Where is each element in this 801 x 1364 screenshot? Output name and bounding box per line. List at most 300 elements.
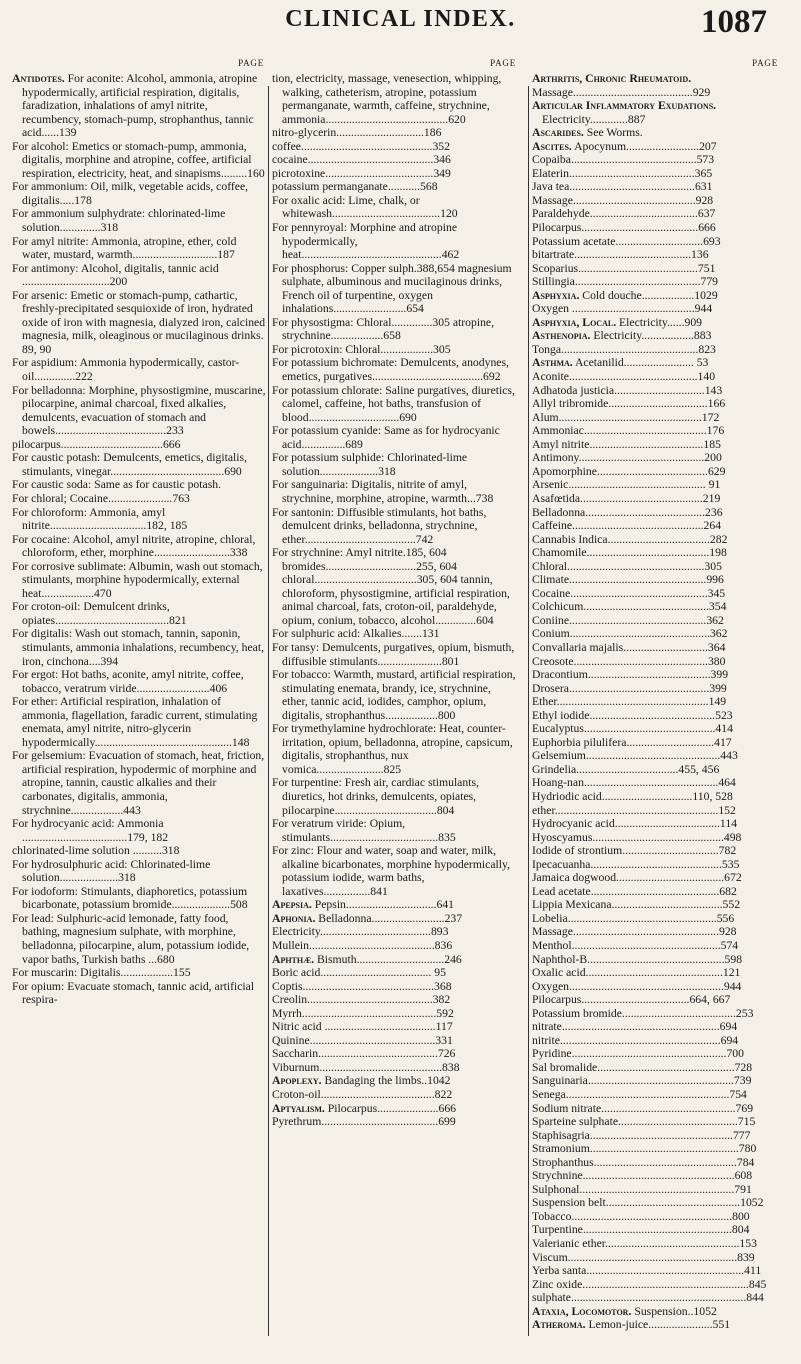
- entry-text: Java tea...........................................631: [532, 180, 713, 194]
- index-entry: [532, 993, 780, 1007]
- entry-heading: Asphyxia.: [532, 288, 580, 302]
- index-entry: [532, 614, 780, 628]
- entry-text: Electricity......909: [616, 315, 703, 329]
- index-entry: [532, 1088, 780, 1102]
- index-entry: [272, 72, 518, 126]
- entry-text: For chloroform: Ammonia, amyl nitrite.................................182, 185: [12, 505, 188, 533]
- index-entry: [532, 776, 780, 790]
- entry-text: For tansy: Demulcents, purgatives, opium, bismuth, diffusible stimulants......................801: [272, 640, 515, 668]
- index-entry: [272, 817, 518, 844]
- entry-text: nitrate......................................................694: [532, 1020, 738, 1034]
- entry-text: For croton-oil: Demulcent drinks, opiates.......................................821: [12, 600, 187, 627]
- index-entry: [532, 99, 780, 126]
- index-entry: [532, 804, 780, 818]
- entry-text: Cannabis Indica...................................282: [532, 532, 728, 546]
- index-column-3: [532, 58, 780, 1332]
- index-column-2: [272, 58, 518, 1129]
- entry-text: Valerianic ether..............................................153: [532, 1237, 757, 1251]
- entry-text: bitartrate........................................136: [532, 248, 709, 262]
- index-entry: [272, 167, 518, 181]
- entry-text: Massage..................................................928: [532, 925, 737, 939]
- index-columns: [0, 58, 801, 1348]
- entry-text: Amyl nitrite.......................................185: [532, 437, 721, 451]
- index-entry: [272, 776, 518, 817]
- entry-text: Drosera................................................399: [532, 681, 727, 695]
- index-entry: [532, 749, 780, 763]
- entry-text: Apomorphine......................................629: [532, 464, 726, 478]
- index-entry: [12, 627, 266, 668]
- index-entry: [532, 1142, 780, 1156]
- entry-text: Hoang-nan..............................................464: [532, 776, 736, 790]
- index-entry: [532, 1237, 780, 1251]
- index-entry: [532, 1047, 780, 1061]
- index-entry: [272, 153, 518, 167]
- entry-text: Chloral...............................................305: [532, 559, 722, 573]
- index-entry: [272, 451, 518, 478]
- index-entry: [532, 925, 780, 939]
- index-entry: [272, 1047, 518, 1061]
- index-entry: [532, 1196, 780, 1210]
- entry-text: Pepsin...............................641: [311, 898, 455, 912]
- index-entry: [272, 194, 518, 221]
- entry-text: Lobelia...................................................556: [532, 911, 735, 925]
- index-entry: [12, 451, 266, 478]
- index-entry: [532, 1318, 780, 1332]
- index-entry: [12, 207, 266, 234]
- entry-text: Massage.........................................929: [532, 85, 711, 99]
- index-entry: [532, 858, 780, 872]
- index-entry: [532, 763, 780, 777]
- index-entry: [532, 560, 780, 574]
- entry-text: Potassium acetate..............................693: [532, 234, 721, 248]
- index-entry: [532, 1264, 780, 1278]
- page-column-label: PAGE: [752, 58, 778, 68]
- index-entry: [272, 1007, 518, 1021]
- index-entry: [532, 1102, 780, 1116]
- entry-text: sulphate............................................................844: [532, 1291, 764, 1305]
- entry-text: Ipecacuanha.............................................535: [532, 857, 740, 871]
- entry-text: Suspension..1052: [631, 1304, 717, 1318]
- entry-text: Electricity.............887: [542, 112, 646, 126]
- index-entry: [12, 844, 266, 858]
- index-entry: [12, 72, 266, 140]
- index-entry: [532, 1129, 780, 1143]
- entry-text: Caffeine.............................................264: [532, 519, 722, 533]
- index-entry: [272, 1115, 518, 1129]
- index-entry: [532, 329, 780, 343]
- entry-text: For potassium cyanide: Same as for hydrocyanic acid...............689: [272, 424, 500, 451]
- index-entry: [532, 126, 780, 140]
- index-entry: [272, 1034, 518, 1048]
- entry-text: For cocaine: Alcohol, amyl nitrite, atropine, chloral, chloroform, ether, morphine..........................338: [12, 532, 256, 560]
- index-entry: [12, 140, 266, 181]
- index-entry: [272, 980, 518, 994]
- entry-text: Ethyl iodide...........................................523: [532, 708, 733, 722]
- index-entry: [532, 709, 780, 723]
- entry-text: Bandaging the limbs..1042: [321, 1074, 451, 1088]
- index-entry: [532, 438, 780, 452]
- entry-text: Sulphonal.....................................................791: [532, 1182, 752, 1196]
- entry-text: Yerba santa......................................................411: [532, 1264, 762, 1278]
- index-entry: [272, 1088, 518, 1102]
- entry-text: Cocaine...............................................345: [532, 586, 726, 600]
- entry-text: Eucalyptus.............................................414: [532, 722, 733, 736]
- entry-text: Colchicum...........................................354: [532, 600, 727, 614]
- index-entry: [532, 235, 780, 249]
- index-entry: [532, 546, 780, 560]
- index-entry: [272, 1061, 518, 1075]
- index-entry: [272, 316, 518, 343]
- entry-text: Staphisagria.................................................777: [532, 1128, 751, 1142]
- entry-text: For potassium bichromate: Demulcents, anodynes, emetics, purgatives......................................692: [272, 356, 509, 384]
- entry-text: Stillingia...........................................779: [532, 275, 719, 289]
- index-entry: [532, 343, 780, 357]
- entry-text: Pilocarpus........................................666: [532, 221, 716, 235]
- entry-text: Massage..........................................928: [532, 193, 714, 207]
- entry-text: For oxalic acid: Lime, chalk, or whitewash.....................................120: [272, 193, 458, 221]
- entry-text: Tonga...............................................823: [532, 342, 716, 356]
- entry-text: Electricity..................883: [590, 329, 712, 343]
- index-entry: [532, 465, 780, 479]
- page-header: [0, 0, 801, 56]
- entry-text: Quinine...........................................331: [272, 1033, 453, 1047]
- index-entry: [12, 912, 266, 966]
- entry-text: Croton-oil.......................................822: [272, 1088, 453, 1102]
- page-number: 1087: [701, 4, 767, 40]
- entry-text: Coptis.............................................368: [272, 979, 452, 993]
- index-entry: [12, 600, 266, 627]
- index-column-1: [12, 58, 266, 1007]
- entry-text: Sanguinaria..................................................739: [532, 1074, 752, 1088]
- entry-text: Pyridine.....................................................700: [532, 1047, 744, 1061]
- index-entry: [532, 655, 780, 669]
- index-entry: [12, 980, 266, 1007]
- entry-text: For ergot: Hot baths, aconite, amyl nitrite, coffee, tobacco, veratrum viride.........................406: [12, 668, 244, 695]
- index-entry: [532, 370, 780, 384]
- index-entry: [272, 844, 518, 898]
- entry-text: Saccharin.........................................726: [272, 1047, 456, 1061]
- entry-text: Turpentine...................................................804: [532, 1223, 750, 1237]
- entry-text: Chamomile..........................................198: [532, 546, 727, 560]
- index-entry: [532, 302, 780, 316]
- index-entry: [532, 953, 780, 967]
- index-entry: [272, 993, 518, 1007]
- index-entry: [532, 1251, 780, 1265]
- entry-text: Alum.................................................172: [532, 410, 720, 424]
- index-entry: [272, 126, 518, 140]
- entry-text: Asafœtida..........................................219: [532, 491, 721, 505]
- entry-text: Oxygen ..........................................944: [532, 302, 713, 316]
- entry-heading: Aphonia.: [272, 911, 316, 925]
- index-entry: [12, 749, 266, 817]
- index-entry: [272, 722, 518, 776]
- entry-text: Lippia Mexicana......................................552: [532, 898, 741, 912]
- entry-text: Hydriodic acid...............................110, 528: [532, 789, 733, 803]
- index-entry: [532, 912, 780, 926]
- entry-text: For ammonium: Oil, milk, vegetable acids, coffee, digitalis.....178: [12, 180, 249, 207]
- index-entry: [532, 384, 780, 398]
- entry-text: Naphthol-B...............................................598: [532, 952, 743, 966]
- entry-text: For ammonium sulphydrate: chlorinated-lime solution..............318: [12, 207, 226, 235]
- entry-text: Menthol...................................................574: [532, 939, 739, 952]
- index-entry: [272, 478, 518, 505]
- index-entry: [272, 546, 518, 627]
- index-entry: [532, 316, 780, 330]
- index-entry: [272, 668, 518, 722]
- entry-text: For lead: Sulphuric-acid lemonade, fatty food, bathing, magnesium sulphate, with morphine, belladonna, pilocarpine, alum, potassium iodide, vapor baths, Turkish baths ...680: [12, 911, 250, 966]
- entry-text: Aconite............................................140: [532, 370, 716, 384]
- index-entry: [532, 831, 780, 845]
- index-entry: [12, 438, 266, 452]
- index-entry: [12, 695, 266, 749]
- index-entry: [272, 1074, 518, 1088]
- entry-text: chlorinated-lime solution ..........318: [12, 844, 180, 858]
- entry-text: Viburnum..........................................838: [272, 1060, 460, 1074]
- entry-text: Oxygen.....................................................944: [532, 979, 742, 993]
- entry-text: Lemon-juice......................551: [585, 1318, 731, 1332]
- entry-text: For iodoform: Stimulants, diaphoretics, potassium bicarbonate, potassium bromide....................508: [12, 884, 248, 912]
- page-title: CLINICAL INDEX.: [285, 6, 516, 32]
- entry-text: Arsenic............................................... 91: [532, 478, 721, 492]
- index-entry: [532, 587, 780, 601]
- index-entry: [272, 140, 518, 154]
- entry-text: For phosphorus: Copper sulph.388,654 magnesium sulphate, albuminous and mucilaginous drinks, French oil of turpentine, oxygen inhalations.........................654: [272, 261, 512, 316]
- entry-text: For potassium sulphide: Chlorinated-lime solution....................318: [272, 451, 468, 478]
- entry-text: Copaiba...........................................573: [532, 153, 715, 167]
- entry-text: For arsenic: Emetic or stomach-pump, cathartic, freshly-precipitated sesquioxide of iron, hydrated oxide of iron with magnesia, dialyzed iron, calcined magnesia, milk, oleaginous or mucilaginous drinks. 89, 90: [12, 288, 266, 356]
- index-entry: [532, 844, 780, 858]
- entry-text: Mullein...........................................836: [272, 939, 453, 952]
- index-entry: [532, 627, 780, 641]
- index-entry: [272, 262, 518, 316]
- index-entry: [532, 736, 780, 750]
- index-entry: [532, 885, 780, 899]
- index-entry: [532, 898, 780, 912]
- index-entry: [532, 275, 780, 289]
- entry-text: For potassium chlorate: Saline purgatives, diuretics, calomel, caffeine, hot baths, transfusion of blood...............................690: [272, 383, 515, 424]
- index-entry: [532, 207, 780, 221]
- entry-text: Oxalic acid...............................................121: [532, 966, 741, 980]
- entry-heading: Antidotes.: [12, 72, 65, 85]
- entry-text: Cold douche..................1029: [579, 288, 718, 302]
- entry-text: Ammoniac..........................................176: [532, 424, 725, 438]
- entry-text: pilocarpus...................................666: [12, 437, 181, 451]
- entry-text: For sanguinaria: Digitalis, nitrite of amyl, strychnine, morphine, atropine, warmth...738: [272, 478, 494, 505]
- entry-text: For veratrum viride: Opium, stimulants.....................................835: [272, 817, 456, 844]
- entry-text: Suspension belt..............................................1052: [532, 1196, 764, 1210]
- index-entry: [532, 817, 780, 831]
- entry-text: picrotoxine.....................................349: [272, 166, 451, 180]
- entry-heading: Aphthæ.: [272, 952, 315, 966]
- entry-text: For physostigma: Chloral..............305 atropine, strychnine..................658: [272, 315, 495, 343]
- entry-heading: Articular Inflammatory Exudations.: [532, 99, 717, 113]
- index-entry: [272, 180, 518, 194]
- entry-text: For aspidium: Ammonia hypodermically, castor-oil..............222: [12, 356, 240, 384]
- entry-text: Myrrh..............................................592: [272, 1006, 454, 1020]
- index-entry: [532, 86, 780, 100]
- entry-text: Iodide of strontium.................................782: [532, 844, 737, 858]
- index-entry: [272, 966, 518, 980]
- index-entry: [532, 1305, 780, 1319]
- entry-text: Belladonna.........................237: [315, 911, 463, 925]
- entry-text: For belladonna: Morphine, physostigmine, muscarine, pilocarpine, animal charcoal, fixed alkalies, demulcents, evacuation of stomach and bowels......................................233: [12, 383, 266, 438]
- index-entry: [12, 668, 266, 695]
- entry-text: coffee.............................................352: [272, 139, 450, 153]
- index-entry: [272, 1102, 518, 1116]
- index-entry: [12, 262, 266, 289]
- index-entry: [272, 221, 518, 262]
- index-entry: [272, 384, 518, 425]
- entry-text: Grindelia...................................455, 456: [532, 762, 720, 776]
- entry-text: nitro-glycerin..............................186: [272, 126, 442, 140]
- entry-heading: Asthma.: [532, 356, 573, 370]
- index-entry: [272, 1020, 518, 1034]
- entry-text: Dracontium..........................................399: [532, 668, 729, 682]
- entry-text: For turpentine: Fresh air, cardiac stimulants, diuretics, hot drinks, demulcents, opiates, pilocarpine...................................804: [272, 776, 479, 817]
- index-entry: [272, 953, 518, 967]
- index-entry: [532, 1034, 780, 1048]
- entry-text: Electricity......................................893: [272, 925, 449, 939]
- entry-heading: Ascarides.: [532, 126, 584, 140]
- index-entry: [12, 235, 266, 262]
- entry-text: Tobacco.......................................................800: [532, 1209, 750, 1223]
- index-entry: [532, 1169, 780, 1183]
- entry-heading: Atheroma.: [532, 1318, 586, 1332]
- entry-text: Stramonium...................................................780: [532, 1142, 757, 1156]
- index-entry: [532, 221, 780, 235]
- entry-text: Strychnine....................................................608: [532, 1169, 753, 1183]
- entry-heading: Arthritis, Chronic Rheumatoid.: [532, 72, 692, 85]
- index-entry: [532, 1074, 780, 1088]
- entry-text: Pilocarpus.....................666: [324, 1101, 457, 1115]
- entry-text: For pennyroyal: Morphine and atropine hypodermically, heat................................................462: [272, 221, 460, 262]
- entry-text: For caustic soda: Same as for caustic potash.: [12, 478, 222, 492]
- index-entry: [532, 695, 780, 709]
- entry-heading: Asphyxia, Local.: [532, 315, 617, 329]
- index-entry: [12, 356, 266, 383]
- entry-text: Sodium nitrate..............................................769: [532, 1101, 754, 1115]
- index-entry: [532, 600, 780, 614]
- index-entry: [532, 790, 780, 804]
- index-entry: [272, 424, 518, 451]
- index-entry: [532, 506, 780, 520]
- index-entry: [532, 397, 780, 411]
- index-entry: [532, 180, 780, 194]
- entry-text: potassium permanganate...........568: [272, 180, 438, 194]
- index-entry: [12, 885, 266, 912]
- index-entry: [272, 925, 518, 939]
- entry-text: cocaine...........................................346: [272, 153, 451, 167]
- entry-heading: Asthenopia.: [532, 329, 591, 343]
- index-entry: [272, 356, 518, 383]
- entry-text: Paraldehyde.....................................637: [532, 207, 716, 221]
- index-entry: [12, 817, 266, 844]
- index-entry: [532, 1278, 780, 1292]
- index-entry: [532, 451, 780, 465]
- entry-text: For santonin: Diffusible stimulants, hot baths, demulcent drinks, belladonna, strychnine, ether......................................742: [272, 505, 487, 546]
- entry-text: For alcohol: Emetics or stomach-pump, ammonia, digitalis, morphine and atropine, coffee, artificial respiration, electricity, heat, and sinapisms.........160: [12, 139, 265, 180]
- entry-text: For hydrocyanic acid: Ammonia ....................................179, 182: [12, 817, 169, 844]
- index-entry: [532, 478, 780, 492]
- entry-text: Antimony...........................................200: [532, 451, 722, 465]
- entry-text: Gelsemium..............................................443: [532, 749, 738, 763]
- entry-text: Conium................................................362: [532, 627, 728, 641]
- index-entry: [532, 1115, 780, 1129]
- index-entry: [532, 167, 780, 181]
- entry-text: Belladonna.........................................236: [532, 505, 723, 519]
- index-entry: [272, 912, 518, 926]
- entry-text: Allyl tribromide..................................166: [532, 397, 726, 411]
- entry-text: Ether....................................................149: [532, 695, 727, 709]
- index-entry: [12, 492, 266, 506]
- entry-text: Pyrethrum........................................699: [272, 1115, 456, 1129]
- entry-text: For sulphuric acid: Alkalies.......131: [272, 627, 440, 641]
- page-column-label: PAGE: [490, 58, 516, 68]
- index-entry: [532, 722, 780, 736]
- entry-text: For picrotoxin: Chloral..................305: [272, 342, 451, 356]
- entry-text: For gelsemium: Evacuation of stomach, heat, friction, artificial respiration, hypodermic of morphine and atropine, tannin, caustic alkalies and their carbonates, digitalis, ammonia, strychnine..................443: [12, 749, 265, 817]
- entry-text: For tobacco: Warmth, mustard, artificial respiration, stimulating enemata, brandy, ice, strychnine, ether, tannic acid, iodides, camphor, opium, digitalis, strophanthus..................800: [272, 668, 516, 722]
- entry-text: nitrite.......................................................694: [532, 1033, 739, 1047]
- entry-text: tion, electricity, massage, venesection, whipping, walking, catheterism, atropine, potassium permanganate, warmth, caffeine, strychnine, ammonia..........................................620: [272, 72, 502, 126]
- entry-text: ether........................................................152: [532, 803, 736, 817]
- index-entry: [532, 1210, 780, 1224]
- entry-text: Jamaica dogwood.....................................672: [532, 871, 742, 885]
- index-entry: [532, 1223, 780, 1237]
- entry-text: Scoparius.........................................751: [532, 261, 716, 275]
- index-entry: [532, 1061, 780, 1075]
- index-entry: [532, 153, 780, 167]
- index-entry: [532, 939, 780, 953]
- index-entry: [532, 492, 780, 506]
- index-entry: [532, 262, 780, 276]
- index-entry: [12, 533, 266, 560]
- index-entry: [12, 478, 266, 492]
- index-entry: [532, 72, 780, 86]
- entry-text: For aconite: Alcohol, ammonia, atropine hypodermically, artificial respiration, digitalis, faradization, inhalations of amyl nitrite, recumbency, stomach-pump, strophanthus, tannic acid......139: [22, 72, 258, 140]
- entry-text: Creosote..............................................380: [532, 654, 726, 668]
- entry-text: Hydrocyanic acid....................................114: [532, 817, 738, 831]
- entry-text: Pilocarpus.....................................664, 667: [532, 993, 731, 1007]
- entry-text: For corrosive sublimate: Albumin, wash out stomach, stimulants, morphine hypodermically, external heat..................470: [12, 559, 263, 600]
- entry-text: For ether: Artificial respiration, inhalation of ammonia, flagellation, faradic current, stimulating enemata, amyl nitrite, nitro-glycerin hypodermically...............................................148: [12, 695, 258, 749]
- entry-text: For caustic potash: Demulcents, emetics, digitalis, stimulants, vinegar.......................................690: [12, 451, 247, 478]
- index-entry: [532, 248, 780, 262]
- index-entry: [532, 194, 780, 208]
- index-entry: [272, 627, 518, 641]
- entry-text: Climate...............................................996: [532, 573, 724, 587]
- entry-heading: Aptyalism.: [272, 1101, 325, 1115]
- entry-heading: Apepsia.: [272, 898, 312, 912]
- entry-text: For hydrosulphuric acid: Chlorinated-lime solution....................318: [12, 857, 211, 885]
- entry-text: Convallaria majalis.............................364: [532, 640, 726, 654]
- index-entry: [532, 966, 780, 980]
- entry-text: For muscarin: Digitalis..................155: [12, 966, 191, 980]
- index-entry: [532, 1007, 780, 1021]
- index-entry: [532, 411, 780, 425]
- index-entry: [12, 560, 266, 601]
- entry-text: For antimony: Alcohol, digitalis, tannic acid ..............................200: [12, 261, 219, 289]
- entry-text: Elaterin...........................................365: [532, 166, 713, 180]
- entry-heading: Ataxia, Locomotor.: [532, 1304, 632, 1318]
- index-entry: [532, 980, 780, 994]
- entry-heading: Apoplexy.: [272, 1074, 322, 1088]
- entry-text: Adhatoda justicia...............................143: [532, 383, 723, 397]
- index-entry: [272, 898, 518, 912]
- entry-heading: Ascites.: [532, 139, 572, 153]
- index-entry: [532, 424, 780, 438]
- entry-text: Euphorbia pilulifera..............................417: [532, 735, 732, 749]
